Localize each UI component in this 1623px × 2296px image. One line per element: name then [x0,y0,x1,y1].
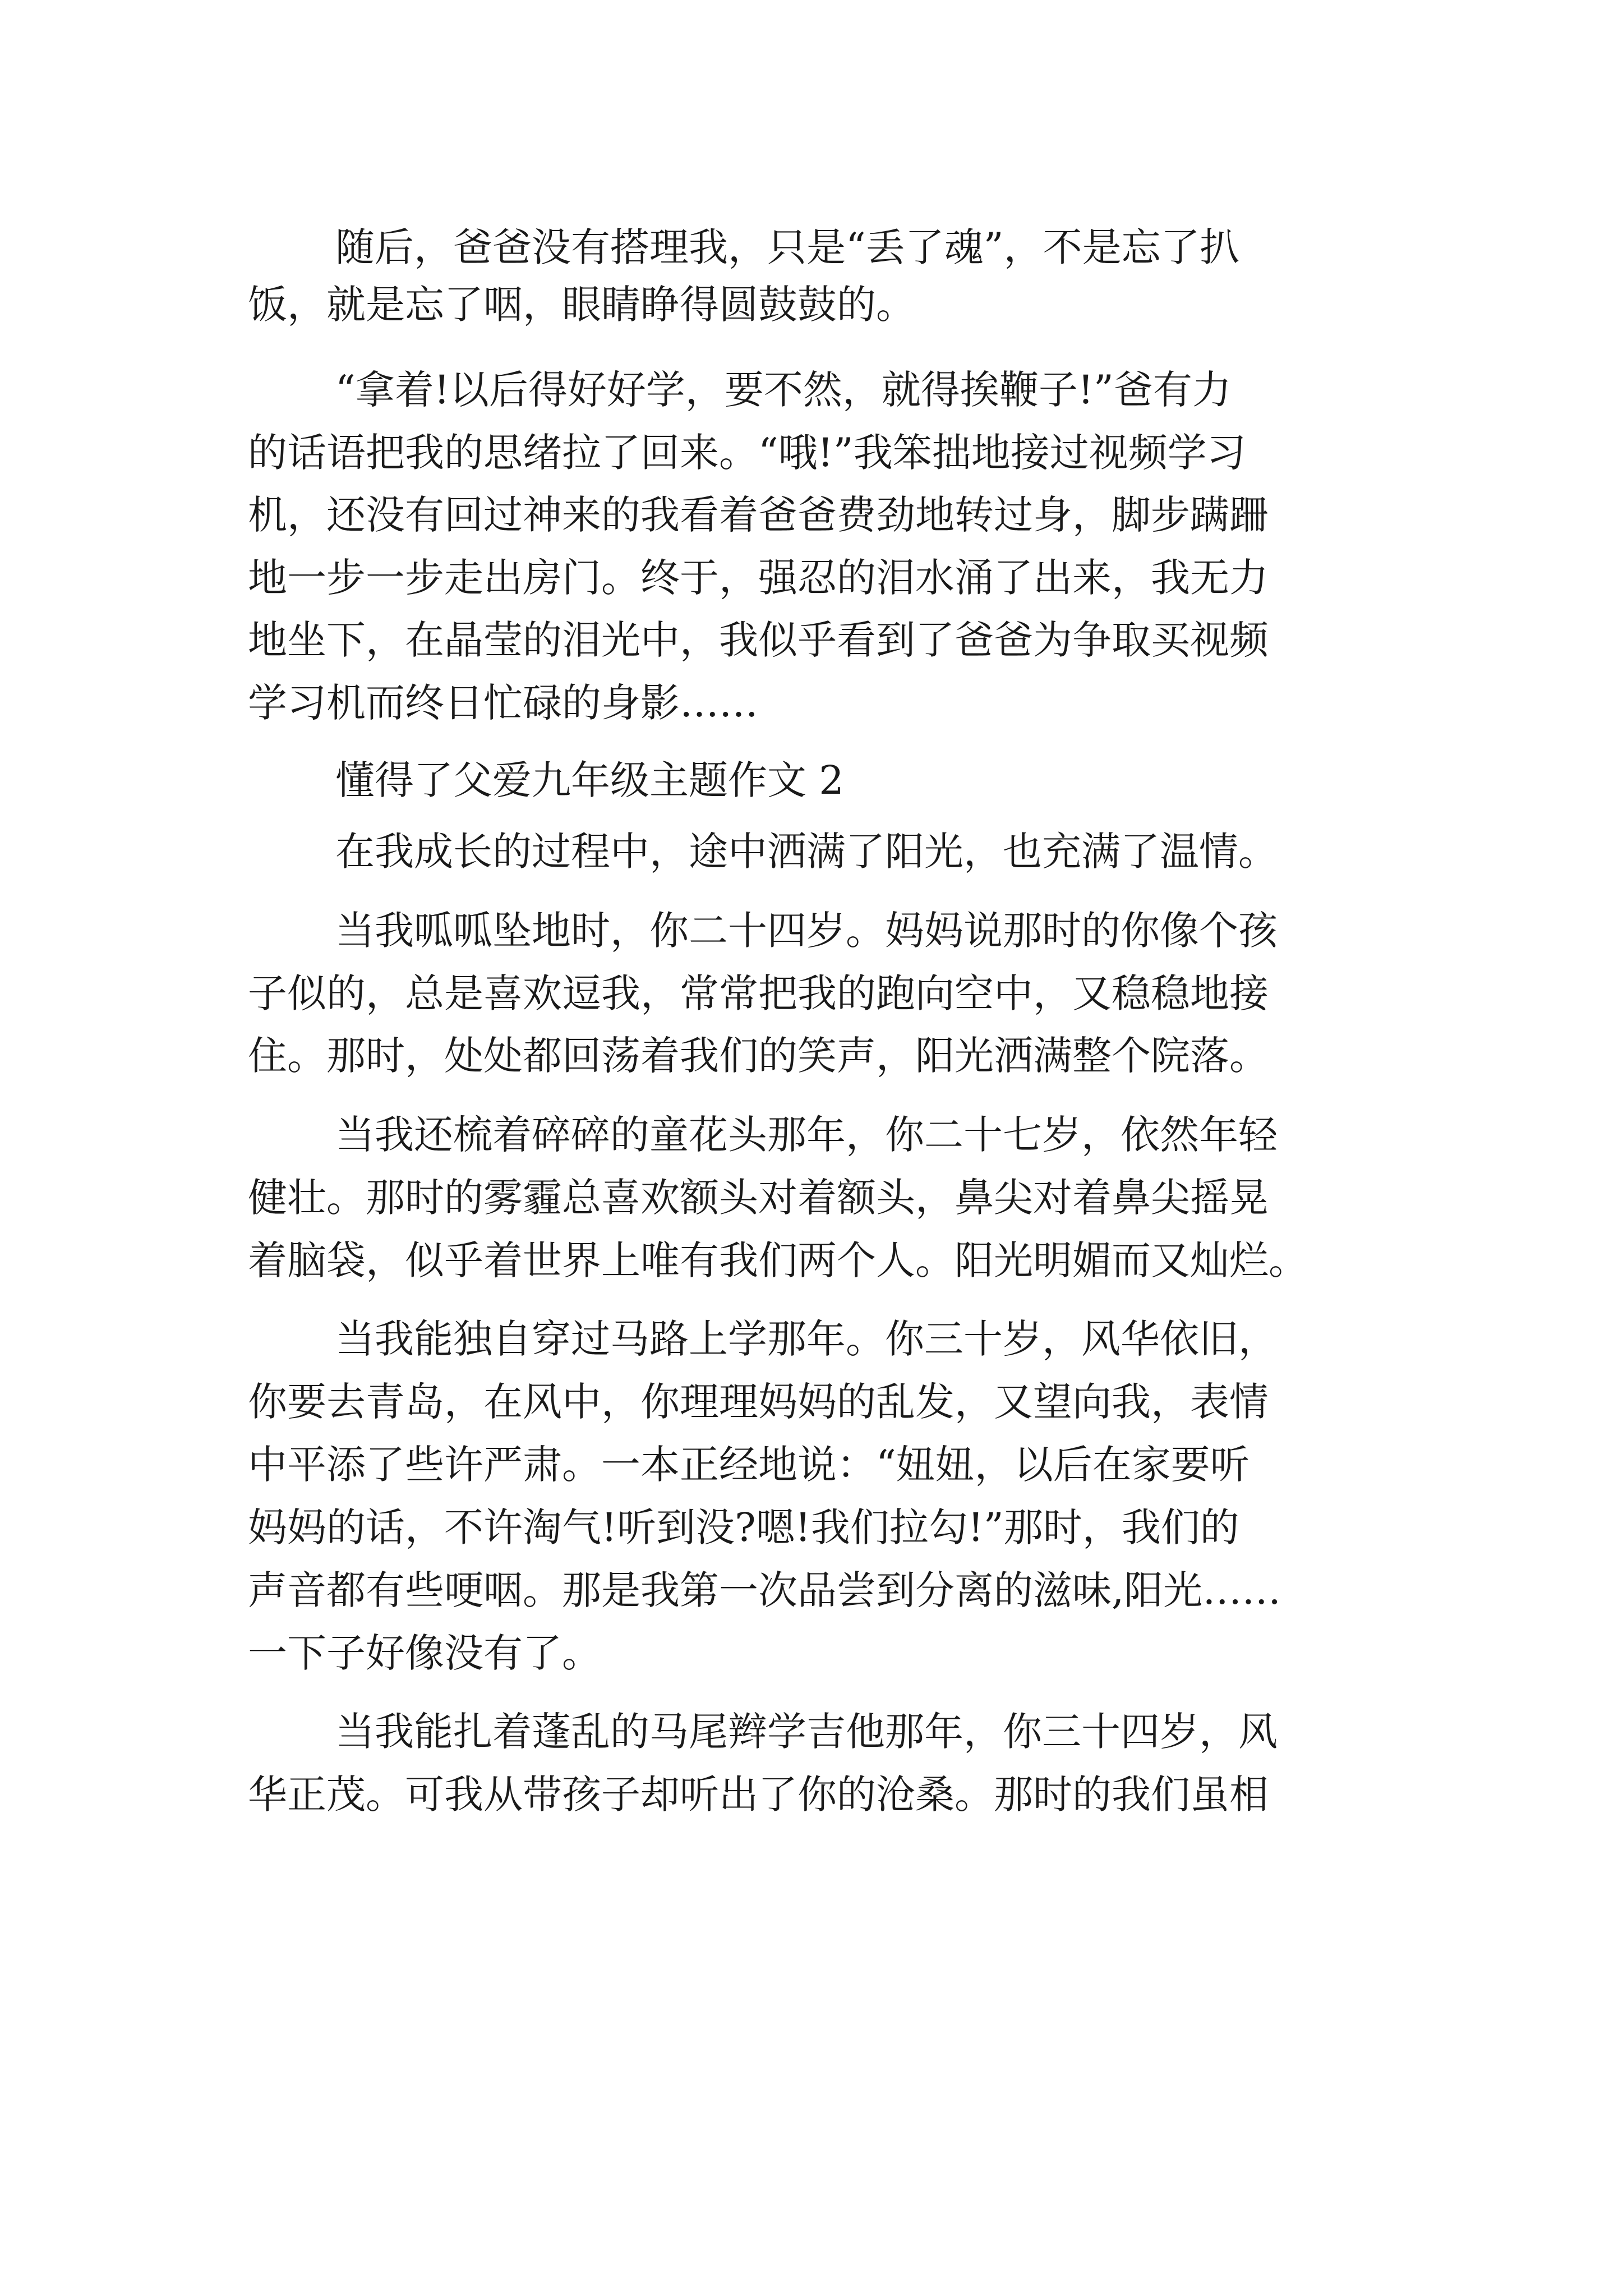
text-line: 你要去青岛，在风中，你理理妈妈的乱发，又望向我，表情 [248,1379,1269,1425]
text-line: 华正茂。可我从带孩子却听出了你的沧桑。那时的我们虽相 [248,1772,1269,1818]
text-line: 机，还没有回过神来的我看着爸爸费劲地转过身，脚步蹒跚 [248,492,1269,538]
essay-title: 懂得了父爱九年级主题作文 2 [335,757,844,803]
text-line: 随后，爸爸没有搭理我，只是“丢了魂”，不是忘了扒 [335,224,1239,270]
text-line: “拿着!以后得好好学，要不然，就得挨鞭子!”爸有力 [335,367,1232,413]
text-line: 当我能扎着蓬乱的马尾辫学吉他那年，你三十四岁，风 [335,1709,1278,1755]
text-line: 中平添了些许严肃。一本正经地说：“妞妞，以后在家要听 [248,1442,1249,1488]
text-line: 地一步一步走出房门。终于，强忍的泪水涌了出来，我无力 [248,555,1269,601]
text-line: 着脑袋，似乎着世界上唯有我们两个人。阳光明媚而又灿烂。 [248,1237,1308,1283]
text-line: 地坐下，在晶莹的泪光中，我似乎看到了爸爸为争取买视频 [248,617,1269,663]
text-line: 在我成长的过程中，途中洒满了阳光，也充满了温情。 [335,829,1278,875]
text-line: 住。那时，处处都回荡着我们的笑声，阳光洒满整个院落。 [248,1033,1269,1079]
text-line: 妈妈的话，不许淘气!听到没?嗯!我们拉勾!”那时，我们的 [248,1504,1239,1550]
text-line: 当我还梳着碎碎的童花头那年，你二十七岁，依然年轻 [335,1112,1278,1158]
text-line: 子似的，总是喜欢逗我，常常把我的跑向空中，又稳稳地接 [248,970,1269,1016]
text-line: 的话语把我的思绪拉了回来。“哦!”我笨拙地接过视频学习 [248,430,1246,476]
text-line: 健壮。那时的雾霾总喜欢额头对着额头，鼻尖对着鼻尖摇晃 [248,1175,1269,1221]
text-line: 饭，就是忘了咽，眼睛睁得圆鼓鼓的。 [248,282,915,328]
text-line: 一下子好像没有了。 [248,1630,601,1676]
text-line: 声音都有些哽咽。那是我第一次品尝到分离的滋味,阳光…… [248,1567,1281,1613]
text-line: 当我呱呱坠地时，你二十四岁。妈妈说那时的你像个孩 [335,908,1278,954]
text-line: 当我能独自穿过马路上学那年。你三十岁，风华依旧， [335,1316,1278,1362]
text-line: 学习机而终日忙碌的身影…… [248,680,758,726]
